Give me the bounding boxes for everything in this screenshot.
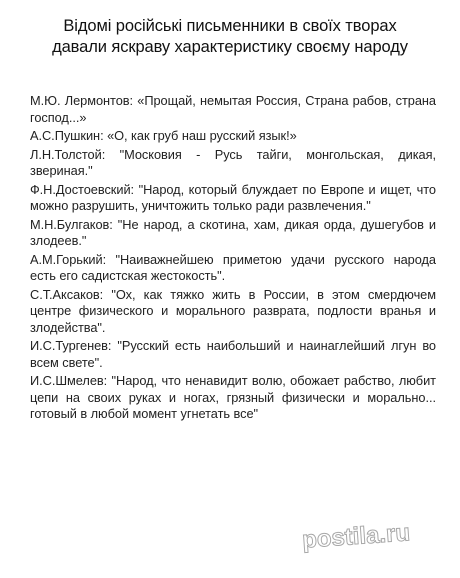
quote-tolstoy: Л.Н.Толстой: "Московия - Русь тайги, монгольская, дикая, звериная." (30, 146, 436, 178)
quote-lermontov: М.Ю. Лермонтов: «Прощай, немытая Россия, Страна рабов, страна господ...» (30, 93, 436, 125)
quote-dostoevsky: Ф.Н.Достоевский: "Народ, который блуждает по Европе и ищет, что можно разрушить, уничтожить только ради развлечения." (30, 181, 436, 213)
quote-shmelev: И.С.Шмелев: "Народ, что ненавидит волю, обожает рабство, любит цепи на своих руках и ногах, грязный физически и морально... готовый в любой момент угнетать все" (30, 373, 436, 421)
quote-aksakov: С.Т.Аксаков: "Ох, как тяжко жить в России, в этом смердючем центре физического и морального разврата, подлости вранья и злодейства". (30, 286, 436, 335)
quote-turgenev: И.С.Тургенев: "Русский есть наибольший и наинаглейший лгун во всем свете". (30, 338, 436, 370)
quote-gorky: А.М.Горький: "Наиважнейшею приметою удачи русского народа есть его садистская жестокость". (30, 251, 436, 283)
watermark-logo (296, 505, 446, 565)
quote-bulgakov: М.Н.Булгаков: "Не народ, а скотина, хам, дикая орда, душегубов и злодеев." (30, 216, 436, 248)
quotes-list (30, 93, 436, 425)
quote-pushkin: А.С.Пушкин: «О, как груб наш русский язык!» (30, 128, 297, 143)
title-line-2: давали яскраву характеристику своєму народу (52, 38, 408, 56)
watermark-text: postila.ru (301, 519, 411, 554)
page-title (0, 16, 460, 58)
title-line-1: Відомі російські письменники в своїх творах (63, 17, 397, 35)
